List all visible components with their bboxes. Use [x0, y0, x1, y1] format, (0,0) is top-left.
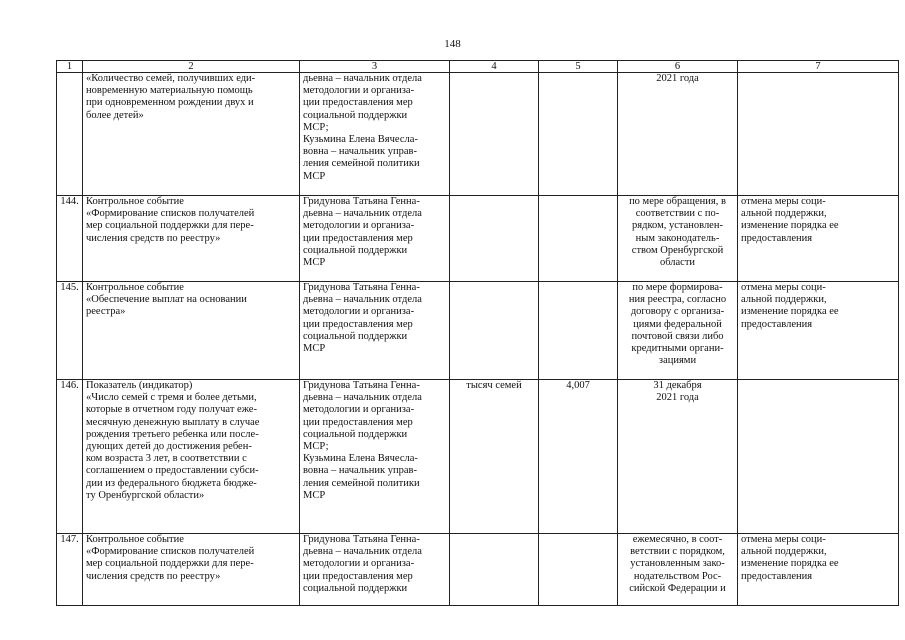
- plan-table: [56, 60, 899, 606]
- row-description: Контрольное событие «Формирование списков получателей мер социальной поддержки для пере- числения средств по реестру»: [83, 534, 300, 606]
- row-value: [539, 73, 618, 196]
- table-row: [57, 282, 899, 380]
- row-description: Показатель (индикатор) «Число семей с тремя и более детьми, которые в отчетном году получат еже- месячную денежную выплату в случае рождения третьего ребенка или после- дующих детей до достижения ребен- ком возраста 3 лет, в соответствии с соглашением о предоставлении субси- дии из федерального бюджета бюдже- ту Оренбургской области»: [83, 380, 300, 534]
- row-unit: тысяч семей: [450, 380, 539, 534]
- table-row: [57, 534, 899, 606]
- row-number: [57, 73, 83, 196]
- row-description: Контрольное событие «Формирование списков получателей мер социальной поддержки для пере- числения средств по реестру»: [83, 196, 300, 282]
- row-value: 4,007: [539, 380, 618, 534]
- table-row: [57, 196, 899, 282]
- row-responsible: Гридунова Татьяна Генна- дьевна – начальник отдела методологии и организа- ции предоставления мер социальной поддержки МСР; Кузьмина Елена Вячесла- вовна – начальник управ- ления семейной политики МСР: [300, 380, 450, 534]
- row-description: Контрольное событие «Обеспечение выплат на основании реестра»: [83, 282, 300, 380]
- table-row: [57, 73, 899, 196]
- header-row: [57, 61, 899, 73]
- row-responsible: Гридунова Татьяна Генна- дьевна – начальник отдела методологии и организа- ции предоставления мер социальной поддержки МСР: [300, 196, 450, 282]
- row-deadline: 2021 года: [618, 73, 738, 196]
- row-risks: отмена меры соци- альной поддержки, изменение порядка ее предоставления: [738, 282, 899, 380]
- row-risks: [738, 73, 899, 196]
- row-risks: [738, 380, 899, 534]
- row-unit: [450, 534, 539, 606]
- row-deadline: ежемесячно, в соот- ветствии с порядком, установленным зако- нодательством Рос- сийской Федерации и: [618, 534, 738, 606]
- row-number: 147.: [57, 534, 83, 606]
- header-col-3: 3: [300, 61, 450, 73]
- table-row: [57, 380, 899, 534]
- row-responsible: Гридунова Татьяна Генна- дьевна – начальник отдела методологии и организа- ции предоставления мер социальной поддержки: [300, 534, 450, 606]
- row-unit: [450, 282, 539, 380]
- row-number: 146.: [57, 380, 83, 534]
- row-risks: отмена меры соци- альной поддержки, изменение порядка ее предоставления: [738, 196, 899, 282]
- row-number: 144.: [57, 196, 83, 282]
- row-responsible: дьевна – начальник отдела методологии и организа- ции предоставления мер социальной поддержки МСР; Кузьмина Елена Вячесла- вовна – начальник управ- ления семейной политики МСР: [300, 73, 450, 196]
- header-col-7: 7: [738, 61, 899, 73]
- row-unit: [450, 73, 539, 196]
- header-col-5: 5: [539, 61, 618, 73]
- row-unit: [450, 196, 539, 282]
- page-number: 148: [444, 38, 461, 50]
- row-deadline: 31 декабря 2021 года: [618, 380, 738, 534]
- header-col-2: 2: [83, 61, 300, 73]
- header-col-4: 4: [450, 61, 539, 73]
- row-value: [539, 282, 618, 380]
- row-description: «Количество семей, получивших еди- новременную материальную помощь при одновременном рождении двух и более детей»: [83, 73, 300, 196]
- row-value: [539, 534, 618, 606]
- row-number: 145.: [57, 282, 83, 380]
- row-deadline: по мере формирова- ния реестра, согласно договору с организа- циями федеральной почтовой связи либо кредитными органи- зациями: [618, 282, 738, 380]
- row-deadline: по мере обращения, в соответствии с по- рядком, установлен- ным законодатель- ством Оренбургской области: [618, 196, 738, 282]
- row-value: [539, 196, 618, 282]
- row-responsible: Гридунова Татьяна Генна- дьевна – начальник отдела методологии и организа- ции предоставления мер социальной поддержки МСР: [300, 282, 450, 380]
- header-col-1: 1: [57, 61, 83, 73]
- row-risks: отмена меры соци- альной поддержки, изменение порядка ее предоставления: [738, 534, 899, 606]
- header-col-6: 6: [618, 61, 738, 73]
